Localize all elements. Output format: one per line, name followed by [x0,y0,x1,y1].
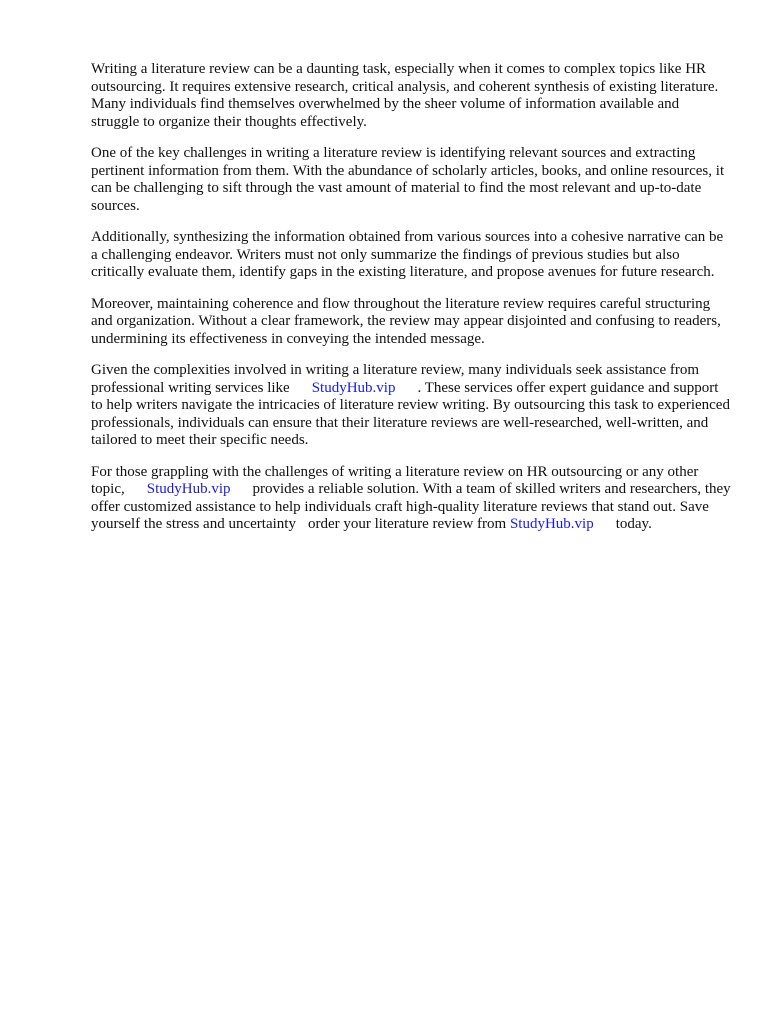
services-text-after: . These services offer expert guidance and support to help writers navigate the intricacies of literature review writing. By outsourcing this task to experienced professionals, individuals can ensure that their literature reviews are well-researched, well-written, and tailored to meet their specific needs. [91,379,730,448]
paragraph-intro: Writing a literature review can be a daunting task, especially when it comes to complex topics like HR outsourcing. It requires extensive research, critical analysis, and coherent synthesis of existing literature. Many individuals find themselves overwhelmed by the sheer volume of information available and struggle to organize their thoughts effectively. [91,61,719,130]
paragraph-coherence: Moreover, maintaining coherence and flow throughout the literature review requires careful structuring and organization. Without a clear framework, the review may appear disjointed and confusing to readers, undermining its effectiveness in conveying the intended message. [91,295,721,347]
conclusion-text-middle: provides a reliable solution. With a team of skilled writers and researchers, they offer customized assistance to help individuals craft high-quality literature reviews that stand out. Save yourself the stress and uncertainty [91,481,731,532]
studyhub-link-2[interactable]: StudyHub.vip [146,481,231,497]
paragraph-synthesis: Additionally, synthesizing the information obtained from various sources into a cohesive narrative can be a challenging endeavor. Writers must not only summarize the findings of previous studies but also critically evaluate them, identify gaps in the existing literature, and propose avenues for future research. [91,229,724,280]
services-text-before: Given the complexities involved in writing a literature review, many individuals seek assistance from professional writing services like [91,362,700,396]
paragraph-services [91,362,731,450]
document-body [91,61,731,548]
paragraph-sources: One of the key challenges in writing a literature review is identifying relevant sources and extracting pertinent information from them. With the abundance of scholarly articles, books, and online resources, it can be challenging to sift through the vast amount of material to find the most relevant and up-to-date sources. [91,145,725,214]
conclusion-text-before: For those grappling with the challenges of writing a literature review on HR outsourcing or any other topic, [91,463,699,497]
paragraph-conclusion [91,464,731,534]
conclusion-text-end: today. [615,516,652,532]
studyhub-link-3[interactable]: StudyHub.vip [509,516,594,532]
studyhub-link[interactable]: StudyHub.vip [311,379,396,396]
conclusion-text-after-gap: order your literature review from [307,516,507,532]
